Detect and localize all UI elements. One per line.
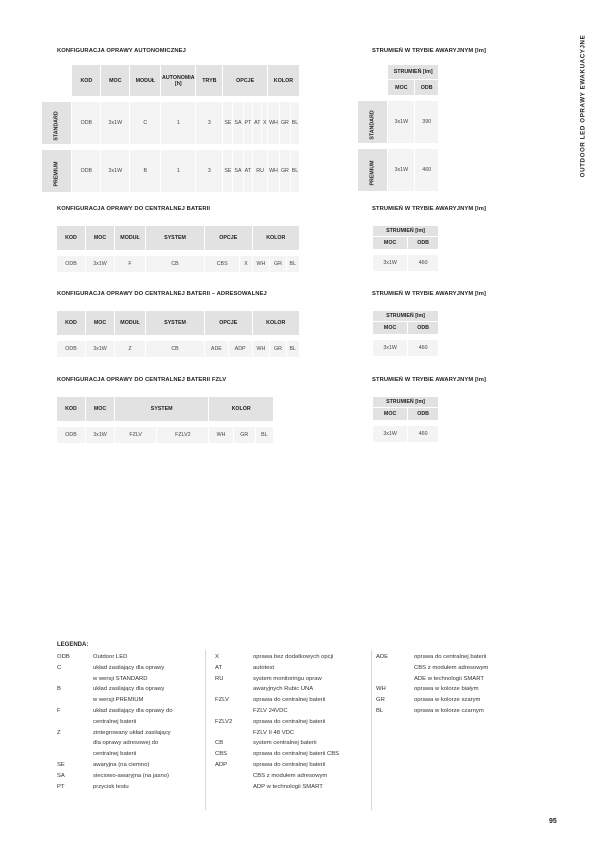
flux-col-moc: MOC	[388, 80, 414, 95]
cell-moc: 3x1W	[86, 341, 114, 357]
config-table-central-battery	[56, 225, 300, 273]
cell-kod: ODB	[72, 150, 100, 192]
flux-cell-moc: 3x1W	[373, 426, 407, 442]
legend-description: oprawa w kolorze czarnym	[414, 707, 484, 714]
config-row	[57, 427, 273, 443]
cell-tryb: 3	[196, 102, 222, 144]
col-header-opcje: OPCJE	[205, 226, 252, 250]
cell-opcja: PT	[244, 102, 253, 144]
legend-key	[376, 663, 414, 674]
cell-modul: Z	[115, 341, 145, 357]
flux-cell-moc: 3x1W	[373, 255, 407, 271]
legend-entry	[215, 652, 339, 663]
cell-opcja: X	[240, 256, 251, 272]
legend-entry	[57, 706, 173, 717]
legend-key	[215, 684, 253, 695]
flux-cell-moc: 3x1W	[388, 101, 414, 143]
flux-col-moc: MOC	[373, 408, 407, 420]
cell-kod: ODB	[57, 256, 85, 272]
legend-description: FZLV II 48 VDC	[253, 729, 295, 736]
legend-key	[57, 695, 93, 706]
config-row	[57, 341, 299, 357]
section-title-flux-autonomous: STRUMIEŃ W TRYBIE AWARYJNYM [lm]	[372, 48, 486, 54]
cell-kolor: WH	[253, 256, 270, 272]
section-title-autonomous: KONFIGURACJA OPRAWY AUTONOMICZNEJ	[57, 48, 186, 54]
col-header-kod: KOD	[57, 311, 85, 335]
flux-cell-odb: 460	[408, 426, 438, 442]
flux-cell-odb: 390	[415, 101, 438, 143]
cell-kolor: BL	[287, 341, 299, 357]
legend-description: dla oprawy adresowej do	[93, 740, 159, 747]
flux-cell-odb: 460	[415, 149, 438, 191]
legend-entry	[57, 728, 173, 739]
cell-kolor: GR	[280, 150, 290, 192]
flux-header: STRUMIEŃ [lm]	[373, 226, 438, 236]
cell-modul: B	[130, 150, 160, 192]
legend-description: awaryjna (na ciemno)	[93, 761, 150, 768]
flux-cell-moc: 3x1W	[373, 340, 407, 356]
legend-key	[215, 728, 253, 739]
legend-entry	[215, 728, 339, 739]
cell-opcja: SA	[233, 150, 242, 192]
legend-key: F	[57, 707, 61, 714]
col-header-moc: MOC	[86, 397, 114, 421]
legend-entry	[376, 674, 488, 685]
col-header-kod: KOD	[57, 226, 85, 250]
flux-row-label-premium: PREMIUM	[358, 149, 387, 191]
cell-system: FZLV2	[157, 427, 208, 443]
legend-description: awaryjnych Rubic UNA	[253, 686, 314, 693]
section-title-fzlv: KONFIGURACJA OPRAWY DO CENTRALNEJ BATERII FZLV	[57, 377, 227, 383]
flux-table-fzlv	[372, 396, 439, 443]
cell-kod: ODB	[57, 427, 85, 443]
legend-divider	[205, 650, 206, 810]
legend-key	[376, 674, 414, 685]
config-row-premium	[42, 150, 299, 192]
legend-entry	[57, 695, 173, 706]
cell-opcja: RU	[253, 150, 267, 192]
flux-cell-moc: 3x1W	[388, 149, 414, 191]
legend-key: C	[57, 664, 62, 671]
legend-entry	[215, 771, 339, 782]
cell-tryb: 3	[196, 150, 222, 192]
cell-kolor: GR	[270, 341, 285, 357]
config-table-autonomous	[41, 64, 300, 193]
cell-opcja: ADP	[229, 341, 252, 357]
col-header-kod: KOD	[72, 65, 100, 96]
legend-key	[57, 717, 93, 728]
cell-kolor: BL	[256, 427, 273, 443]
legend-key: Z	[57, 729, 61, 736]
col-header-kolor: KOLOR	[268, 65, 299, 96]
legend-entry	[215, 674, 339, 685]
flux-col-odb: ODB	[408, 237, 438, 249]
flux-header: STRUMIEŃ [lm]	[373, 397, 438, 407]
legend-description: CBS z modułem adresowym	[253, 772, 328, 779]
legend-entry	[57, 738, 173, 749]
legend-description: Outdoor LED	[93, 654, 128, 660]
legend-key	[57, 738, 93, 749]
legend-entry	[376, 706, 488, 717]
legend-column-1	[57, 652, 173, 792]
legend-description: układ zasilający dla oprawy do	[93, 707, 173, 714]
cell-kolor: GR	[234, 427, 255, 443]
legend-key: FZLV	[215, 697, 229, 704]
cell-autonomia: 1	[161, 102, 195, 144]
legend-entry	[215, 782, 339, 793]
cell-system: CB	[146, 256, 204, 272]
legend-key	[215, 706, 253, 717]
row-label-standard: STANDARD	[42, 102, 71, 144]
col-header-system: SYSTEM	[146, 226, 204, 250]
legend-key: AT	[215, 664, 223, 671]
cell-kolor: WH	[209, 427, 232, 443]
legend-entry	[376, 684, 488, 695]
cell-kolor: BL	[287, 256, 299, 272]
legend-column-3	[376, 652, 488, 717]
cell-opcja: AT	[253, 102, 261, 144]
section-title-central-battery: KONFIGURACJA OPRAWY DO CENTRALNEJ BATERII	[57, 206, 211, 212]
legend-entry	[57, 717, 173, 728]
legend-description: zintegrowany układ zasilający	[93, 729, 171, 736]
legend-key	[57, 749, 93, 760]
cell-moc: 3x1W	[86, 256, 114, 272]
legend-key	[215, 782, 253, 793]
flux-header: STRUMIEŃ [lm]	[373, 311, 438, 321]
config-row	[57, 256, 299, 272]
legend-description: CBS z modułem adresowym	[414, 664, 489, 671]
legend-entry	[215, 738, 339, 749]
cell-kolor: GR	[270, 256, 285, 272]
section-title-flux-addressable: STRUMIEŃ W TRYBIE AWARYJNYM [lm]	[372, 291, 486, 297]
legend-entry	[215, 663, 339, 674]
legend-key: CB	[215, 740, 224, 747]
cell-moc: 3x1W	[101, 150, 129, 192]
legend-entry	[215, 717, 339, 728]
legend-entry	[376, 652, 488, 663]
col-header-kolor: KOLOR	[253, 226, 299, 250]
cell-kolor: GR	[280, 102, 290, 144]
cell-opcja: ADE	[205, 341, 228, 357]
col-header-moc: MOC	[86, 226, 114, 250]
col-header-modul: MODUŁ	[130, 65, 160, 96]
cell-kolor: WH	[268, 150, 279, 192]
flux-col-odb: ODB	[408, 322, 438, 334]
page-number: 95	[549, 818, 557, 825]
legend-key	[57, 674, 93, 685]
legend-entry	[57, 771, 173, 782]
legend-description: sieciowo-awaryjna (na jasno)	[93, 772, 169, 779]
section-title-central-battery-addressable: KONFIGURACJA OPRAWY DO CENTRALNEJ BATERII – ADRESOWALNEJ	[57, 291, 267, 297]
legend-column-2	[215, 652, 339, 792]
cell-opcja: SE	[223, 150, 232, 192]
flux-header: STRUMIEŃ [lm]	[388, 65, 438, 79]
legend-description: system centralnej baterii	[253, 740, 317, 747]
legend-description: system monitoringu opraw	[253, 675, 322, 682]
section-title-flux-fzlv: STRUMIEŃ W TRYBIE AWARYJNYM [lm]	[372, 377, 486, 383]
col-header-autonomia: AUTONOMIA [h]	[161, 65, 195, 96]
cell-opcja: SE	[223, 102, 232, 144]
col-header-system: SYSTEM	[115, 397, 208, 421]
legend-description: w wersji PREMIUM	[93, 697, 144, 704]
flux-col-moc: MOC	[373, 322, 407, 334]
legend-entry	[376, 663, 488, 674]
side-category-title-text: OUTDOOR LED OPRAWY EWAKUACYJNE	[579, 34, 587, 178]
col-header-modul: MODUŁ	[115, 226, 145, 250]
cell-moc: 3x1W	[101, 102, 129, 144]
legend-description: przycisk testu	[93, 783, 129, 790]
col-header-kolor: KOLOR	[253, 311, 300, 335]
legend-title: LEGENDA:	[57, 642, 89, 648]
legend-description: ADP w technologii SMART	[253, 783, 323, 790]
cell-autonomia: 1	[161, 150, 195, 192]
legend-entry	[57, 674, 173, 685]
legend-key: BL	[376, 707, 384, 714]
legend-description: oprawa do centralnej baterii CBS	[253, 751, 340, 758]
legend-description: układ zasilający dla oprawy	[93, 664, 165, 671]
col-header-opcje: OPCJE	[205, 311, 252, 335]
legend-entry	[376, 695, 488, 706]
cell-kolor: WH	[268, 102, 279, 144]
flux-cell-odb: 460	[408, 255, 438, 271]
legend-description: oprawa do centralnej baterii	[253, 761, 326, 768]
col-header-modul: MODUŁ	[115, 311, 145, 335]
legend-key: WH	[376, 686, 386, 693]
flux-col-moc: MOC	[373, 237, 407, 249]
flux-table-autonomous	[357, 64, 439, 192]
legend-entry	[57, 782, 173, 793]
side-category-title	[577, 36, 589, 176]
legend-entry	[57, 684, 173, 695]
cell-system: CB	[146, 341, 204, 357]
legend-description: ADE w technologii SMART	[414, 675, 484, 682]
legend-key: ODB	[57, 654, 70, 660]
legend-key: ADE	[376, 654, 389, 660]
legend-entry	[57, 663, 173, 674]
legend-description: oprawa w kolorze białym	[414, 686, 479, 693]
flux-col-odb: ODB	[415, 80, 438, 95]
legend-key: B	[57, 686, 61, 693]
legend-entry	[215, 749, 339, 760]
legend-description: centralnej baterii	[93, 751, 137, 758]
legend-entry	[57, 760, 173, 771]
legend-key: SA	[57, 772, 65, 779]
legend-entry	[215, 695, 339, 706]
legend-description: oprawa do centralnej baterii	[414, 654, 487, 660]
config-table-addressable	[56, 310, 300, 358]
cell-modul: C	[130, 102, 160, 144]
legend-key: SE	[57, 761, 65, 768]
cell-moc: 3x1W	[86, 427, 114, 443]
flux-col-odb: ODB	[408, 408, 438, 420]
legend-key: RU	[215, 675, 224, 682]
cell-opcja: CBS	[205, 256, 239, 272]
legend-divider	[371, 650, 372, 810]
cell-opcja: X	[262, 102, 267, 144]
legend-description: oprawa do centralnej baterii	[253, 697, 326, 704]
legend-description: centralnej baterii	[93, 718, 137, 725]
legend-description: FZLV 24VDC	[253, 707, 288, 714]
legend-description: autotest	[253, 664, 274, 671]
legend-description: oprawa w kolorze szarym	[414, 697, 481, 704]
col-header-kod: KOD	[57, 397, 85, 421]
legend-entry	[215, 760, 339, 771]
cell-opcja: SA	[233, 102, 242, 144]
config-row-standard	[42, 102, 299, 144]
legend-description: w wersji STANDARD	[93, 675, 148, 682]
col-header-tryb: TRYB	[196, 65, 222, 96]
legend-key	[215, 771, 253, 782]
cell-system: FZLV	[115, 427, 156, 443]
cell-kolor: WH	[253, 341, 270, 357]
col-header-system: SYSTEM	[146, 311, 204, 335]
legend-entry	[215, 706, 339, 717]
cell-kod: ODB	[72, 102, 100, 144]
flux-table-addressable	[372, 310, 439, 357]
col-header-kolor: KOLOR	[209, 397, 273, 421]
col-header-moc: MOC	[86, 311, 114, 335]
cell-kolor: BL	[291, 102, 299, 144]
section-title-flux-central-battery: STRUMIEŃ W TRYBIE AWARYJNYM [lm]	[372, 206, 486, 212]
flux-row-label-standard: STANDARD	[358, 101, 387, 143]
legend-description: układ zasilający dla oprawy	[93, 686, 165, 693]
config-table-fzlv	[56, 396, 274, 444]
legend-key: FZLV2	[215, 718, 233, 725]
flux-table-central-battery	[372, 225, 439, 272]
legend-description: oprawa bez dodatkowych opcji	[253, 654, 334, 660]
cell-kod: ODB	[57, 341, 85, 357]
legend-key: ADP	[215, 761, 228, 768]
row-label-premium: PREMIUM	[42, 150, 71, 192]
legend-key: PT	[57, 783, 65, 790]
legend-description: oprawa do centralnej baterii	[253, 718, 326, 725]
col-header-opcje: OPCJE	[223, 65, 267, 96]
legend-key: X	[215, 654, 219, 660]
legend-entry	[57, 652, 173, 663]
legend-key: GR	[376, 697, 385, 704]
legend-key: CBS	[215, 751, 228, 758]
legend-entry	[57, 749, 173, 760]
cell-kolor: BL	[291, 150, 299, 192]
col-header-moc: MOC	[101, 65, 129, 96]
legend-entry	[215, 684, 339, 695]
cell-opcja: AT	[244, 150, 253, 192]
flux-cell-odb: 460	[408, 340, 438, 356]
cell-modul: F	[115, 256, 145, 272]
